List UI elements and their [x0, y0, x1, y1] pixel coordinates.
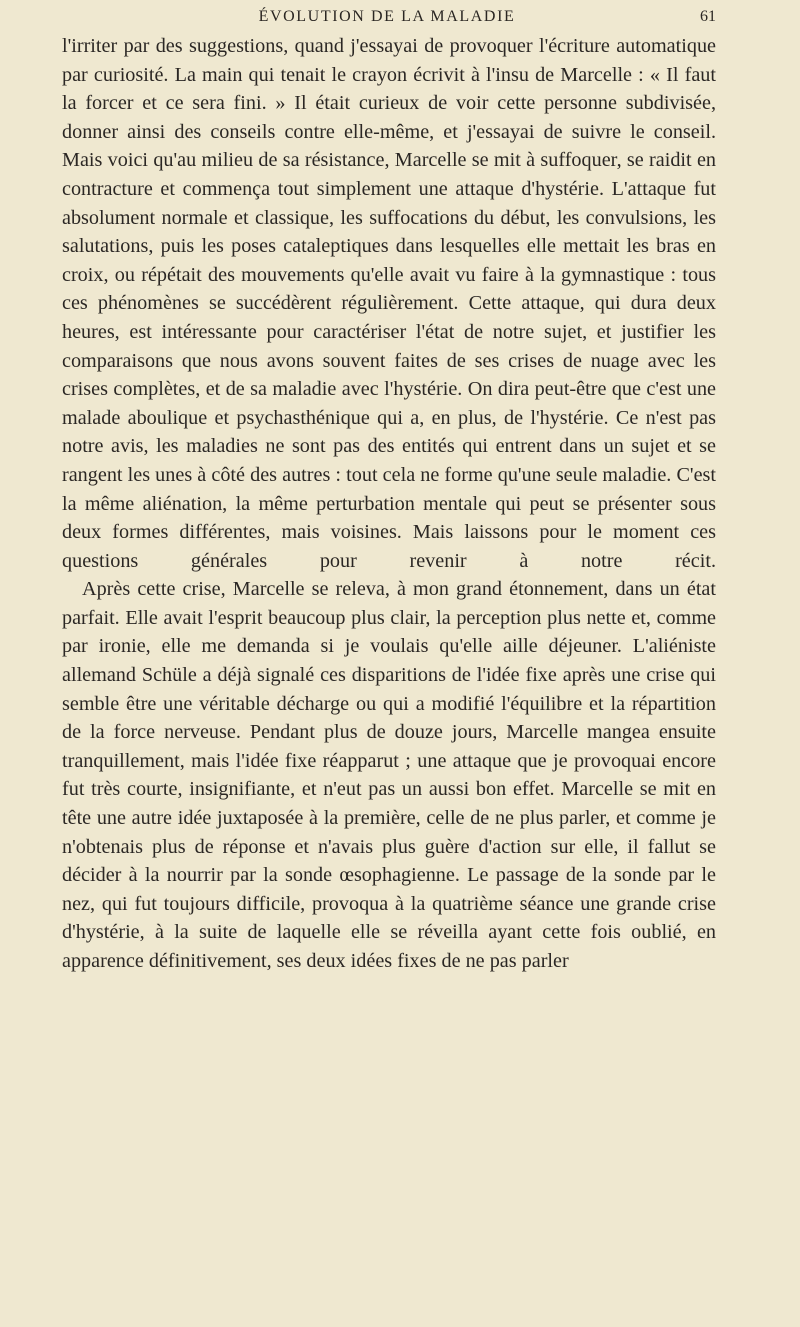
page-number: 61: [700, 8, 716, 25]
running-title: ÉVOLUTION DE LA MALADIE: [258, 8, 516, 25]
paragraph-2: Après cette crise, Marcelle se releva, à mon grand étonnement, dans un état parfait. Elle avait l'esprit beaucoup plus clair, la perception plus nette et, comme par ironie, elle me demanda si je voulais qu'elle aille déjeuner. L'aliéniste allemand Schüle a déjà signalé ces disparitions de l'idée fixe après une crise qui semble être une véritable décharge ou qui a modifié l'équilibre et la répartition de la force nerveuse. Pendant plus de douze jours, Marcelle mangea ensuite tranquillement, mais l'idée fixe réapparut ; une attaque que je provoquai encore fut très courte, insignifiante, et n'eut pas un aussi bon effet. Marcelle se mit en tête une autre idée juxtaposée à la première, celle de ne plus parler, et comme je n'obtenais plus de réponse et n'avais plus guère d'action sur elle, il fallut se décider à la nourrir par la sonde œsophagienne. Le passage de la sonde par le nez, qui fut toujours difficile, provoqua à la quatrième séance une grande crise d'hystérie, à la suite de laquelle elle se réveilla ayant cette fois oublié, en apparence définitivement, ses deux idées fixes de ne pas parler: [62, 578, 716, 972]
body-text: [62, 32, 716, 976]
paragraph-1: l'irriter par des suggestions, quand j'essayai de provoquer l'écriture automatique par curiosité. La main qui tenait le crayon écrivit à l'insu de Marcelle : « Il faut la forcer et ce sera fini. » Il était curieux de voir cette personne subdivisée, donner ainsi des conseils contre elle-même, et j'essayai de suivre le conseil. Mais voici qu'au milieu de sa résistance, Marcelle se mit à suffoquer, se raidit en contracture et commença tout simplement une attaque d'hystérie. L'attaque fut absolument normale et classique, les suffocations du début, les convulsions, les salutations, puis les poses cataleptiques dans lesquelles elle mettait les bras en croix, ou répétait des mouvements qu'elle avait vu faire à la gymnastique : tous ces phénomènes se succédèrent régulièrement. Cette attaque, qui dura deux heures, est intéressante pour caractériser l'état de notre sujet, et justifier les comparaisons que nous avons souvent faites de ses crises de nuage avec les crises complètes, et de sa maladie avec l'hystérie. On dira peut-être que c'est une malade aboulique et psychasthénique qui a, en plus, de l'hystérie. Ce n'est pas notre avis, les maladies ne sont pas des entités qui entrent dans un sujet et se rangent les unes à côté des autres : tout cela ne forme qu'une seule maladie. C'est la même aliénation, la même perturbation mentale qui peut se présenter sous deux formes différentes, mais voisines. Mais laissons pour le moment ces questions générales pour revenir à notre récit.: [62, 35, 716, 572]
running-head: [62, 6, 716, 32]
